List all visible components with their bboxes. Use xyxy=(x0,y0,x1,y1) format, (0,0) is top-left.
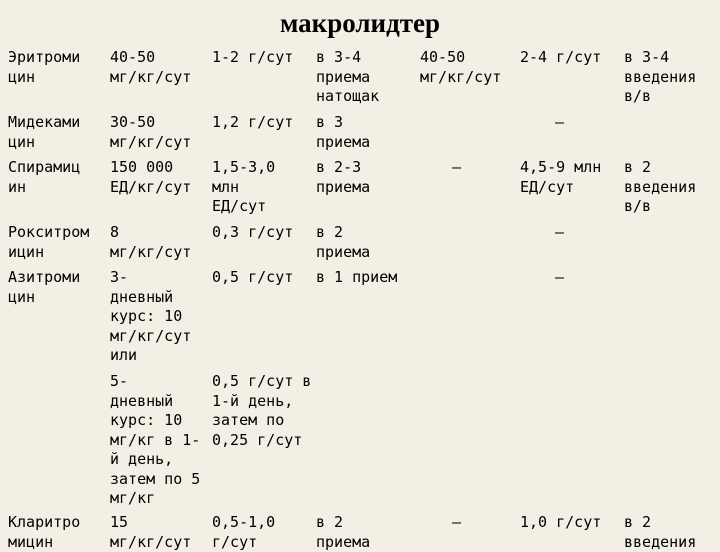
oral-dose-adult: 1-2 г/сут xyxy=(212,48,294,66)
iv-dose-child: 40-50 мг/кг/сут xyxy=(420,48,502,86)
oral-regimen: в 2 приема xyxy=(316,513,371,551)
oral-regimen: в 3 приема xyxy=(316,113,371,151)
oral-dose-child: 40-50 мг/кг/сут xyxy=(110,48,192,86)
oral-dose-child: 15 мг/кг/сут xyxy=(110,513,192,551)
drug-name: Азитроми цин xyxy=(8,268,81,306)
drug-name: Эритроми цин xyxy=(8,48,81,86)
iv-regimen: в 3-4 введения в/в xyxy=(624,48,697,105)
oral-dose-adult: 0,3 г/сут xyxy=(212,223,294,241)
iv-dose-adult: 2-4 г/сут xyxy=(520,48,602,66)
oral-dose-child: 30-50 мг/кг/сут xyxy=(110,113,192,151)
oral-dose-adult: 0,5 г/сут xyxy=(212,268,294,286)
oral-regimen: в 2 приема xyxy=(316,223,371,261)
oral-dose-adult: 0,5-1,0 г/сут xyxy=(212,513,276,551)
drug-name: Кларитро мицин xyxy=(8,513,81,551)
iv-dose-child: — xyxy=(452,513,462,531)
iv-not-applicable: — xyxy=(555,223,565,241)
iv-dose-child: — xyxy=(452,158,462,176)
drug-name: Рокситром ицин xyxy=(8,223,90,261)
oral-regimen: в 2-3 приема xyxy=(316,158,371,196)
oral-dose-child: 3- дневный курс: 10 мг/кг/сут или xyxy=(110,268,192,364)
iv-regimen: в 2 введения в/в xyxy=(624,158,697,215)
iv-not-applicable: — xyxy=(555,268,565,286)
drug-name: Спирамиц ин xyxy=(8,158,81,196)
iv-regimen: в 2 введения xyxy=(624,513,697,551)
oral-dose-child: 5- дневный курс: 10 мг/кг в 1- й день, затем по 5 мг/кг xyxy=(110,372,201,507)
oral-regimen: в 1 прием xyxy=(316,268,398,286)
iv-not-applicable: — xyxy=(555,113,565,131)
oral-dose-child: 8 мг/кг/сут xyxy=(110,223,192,261)
iv-dose-adult: 4,5-9 млн ЕД/сут xyxy=(520,158,602,196)
oral-dose-adult: 1,2 г/сут xyxy=(212,113,294,131)
oral-dose-child: 150 000 ЕД/кг/сут xyxy=(110,158,192,196)
oral-regimen: в 3-4 приема натощак xyxy=(316,48,380,105)
page-title: макролидтер xyxy=(279,8,441,38)
oral-dose-adult: 0,5 г/сут в 1-й день, затем по 0,25 г/сут xyxy=(212,372,312,449)
drug-name: Мидеками цин xyxy=(8,113,81,151)
oral-dose-adult: 1,5-3,0 млн ЕД/сут xyxy=(212,158,276,215)
iv-dose-adult: 1,0 г/сут xyxy=(520,513,602,531)
